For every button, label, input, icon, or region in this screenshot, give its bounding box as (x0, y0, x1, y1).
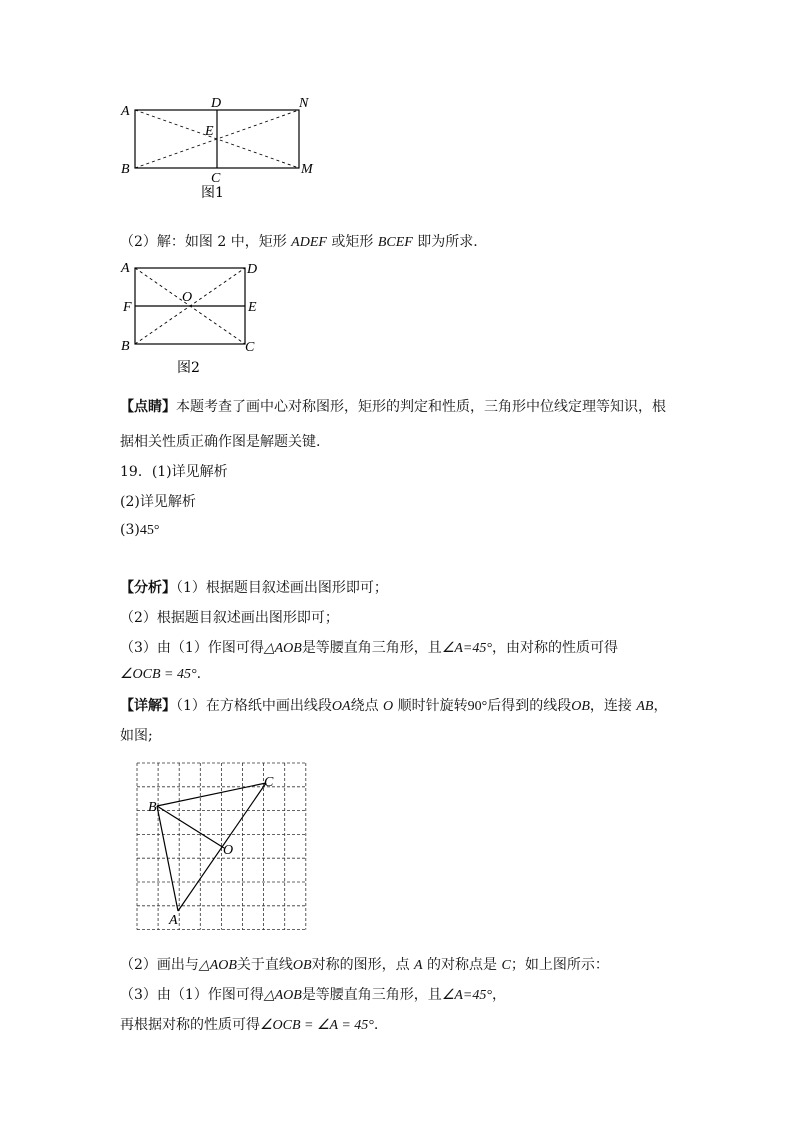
fig1-label-b: B (121, 162, 130, 177)
part3-line-1: （3）由（1）作图可得△AOB是等腰直角三角形，且∠A=45°， (120, 987, 506, 1003)
grid-label-a: A (169, 913, 178, 928)
figure-2 (115, 258, 275, 378)
q19-answer-2: (2)详见解析 (120, 494, 196, 510)
grid-label-o: O (223, 843, 234, 858)
fig1-label-n: N (299, 96, 309, 111)
fig2-label-a: A (121, 261, 130, 276)
fenxi-line-3: （3）由（1）作图可得△AOB是等腰直角三角形，且∠A=45°，由对称的性质可得 (120, 640, 618, 656)
grid-figure (130, 758, 315, 938)
fig1-caption: 图1 (201, 185, 224, 201)
fig2-label-b: B (121, 339, 130, 354)
xiangjie-line-1: 【详解】（1）在方格纸中画出线段OA绕点 O 顺时针旋转90°后得到的线段OB，连接 AB， (120, 698, 668, 714)
fig1-label-m: M (301, 162, 313, 177)
segment-bo (157, 806, 224, 848)
fig2-label-c: C (245, 340, 255, 355)
fig1-label-e: E (205, 124, 214, 139)
grid-label-b: B (148, 800, 157, 815)
fig2-label-o: O (182, 290, 193, 305)
xiangjie-line-2: 如图; (120, 728, 153, 744)
dianqing-line-1: 【点睛】本题考查了画中心对称图形，矩形的判定和性质，三角形中位线定理等知识，根 (120, 399, 666, 415)
part3-line-2: 再根据对称的性质可得∠OCB = ∠A = 45°. (120, 1017, 379, 1033)
figure-1 (115, 95, 325, 205)
fenxi-line-4: ∠OCB = 45°. (120, 666, 202, 682)
fig2-label-e: E (248, 300, 257, 315)
fenxi-line-1: 【分析】（1）根据题目叙述画出图形即可； (120, 580, 388, 596)
grid-label-c: C (264, 775, 274, 790)
q19-answer-3: (3)45° (120, 522, 160, 538)
fig1-label-a: A (121, 104, 130, 119)
part2-line: （2）画出与△AOB关于直线OB对称的图形，点 A 的对称点是 C；如上图所示： (120, 957, 609, 973)
fig1-label-c: C (211, 171, 221, 186)
fenxi-line-2: （2）根据题目叙述画出图形即可； (120, 610, 339, 626)
q19-title: 19．(1)详见解析 (120, 464, 228, 480)
dianqing-line-2: 据相关性质正确作图是解题关键. (120, 434, 321, 450)
fig2-caption: 图2 (177, 360, 200, 376)
part2-solution-line: （2）解：如图 2 中，矩形 ADEF 或矩形 BCEF 即为所求. (120, 234, 478, 250)
fig2-label-f: F (123, 300, 132, 315)
fig2-label-d: D (247, 262, 258, 277)
fig1-label-d: D (211, 96, 222, 111)
